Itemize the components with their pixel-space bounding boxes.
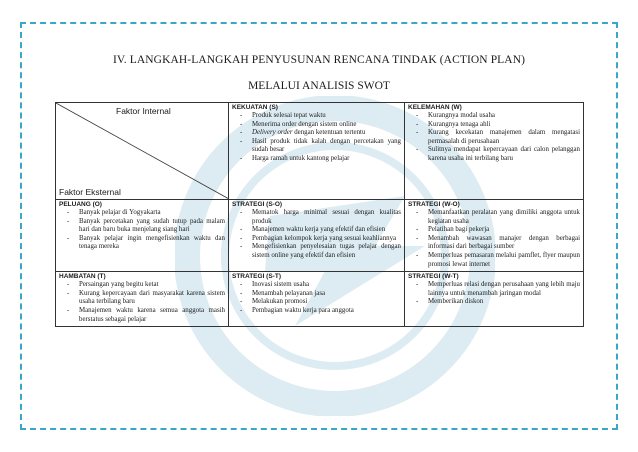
wt-strategy-cell (405, 272, 584, 327)
strengths-cell (229, 103, 405, 200)
list-item: - Banyak percetakan yang sudah tutup pada malam hari dan baru buka menjelang siang hari (67, 218, 225, 235)
strengths-list (232, 112, 401, 164)
section-title: IV. LANGKAH-LANGKAH PENYUSUNAN RENCANA TINDAK (ACTION PLAN) (112, 54, 526, 66)
list-item: - Menambah wawasan manajer dengan berbagai informasi dari berbagai sumber (416, 235, 580, 252)
list-item: - Produk selesai tepat waktu (240, 112, 401, 121)
opportunities-header: PELUANG (O) (59, 201, 102, 208)
list-item: - Inovasi sistem usaha (240, 281, 401, 290)
list-item: - Banyak pelajar ingin mengefisienkan waktu dan tenaga mereka (67, 235, 225, 252)
st-strategy-header: STRATEGI (S-T) (232, 273, 281, 281)
list-item: - Banyak pelajar di Yogyakarta (67, 209, 225, 218)
weaknesses-list (408, 112, 580, 164)
corner-cell (56, 103, 229, 200)
strengths-header: KEKUATAN (S) (232, 104, 278, 111)
list-item: - Memanfaatkan peralatan yang dimiliki anggota untuk kegiatan usaha (416, 209, 580, 226)
swot-table (55, 102, 584, 327)
list-item: - Memperluas pemasaran melalui pamflet, flyer maupun promosi lewat internet (416, 252, 580, 269)
list-item: - Sulitnya mendapat kepercayaan dari calon pelanggan karena usaha ini terbilang baru (416, 146, 580, 163)
list-item: - Kurang kepercayaan dari masyarakat karena sistem usaha terbilang baru (67, 290, 225, 307)
so-strategy-header: STRATEGI (S-O) (232, 201, 283, 208)
opportunities-list (59, 209, 225, 252)
list-item: - Memperluas relasi dengan perusahaan yang lebih maju lainnya untuk menambah jaringan modal (416, 281, 580, 298)
list-item: - Menerima order dengan sistem online (240, 121, 401, 130)
list-item: - Persaingan yang begitu ketat (67, 281, 225, 290)
so-strategy-list (232, 209, 401, 261)
list-item: - Kurang kecekatan manajemen dalam mengatasi permasalah di perusahaan (416, 129, 580, 146)
table-row (56, 103, 584, 200)
list-item: - Melakukan promosi (240, 298, 401, 307)
wo-strategy-cell (405, 200, 584, 272)
list-item: - Pembagian kelompok kerja yang sesuai keahliannya (240, 235, 401, 244)
external-factor-label: Faktor Eksternal (59, 187, 121, 198)
threats-header: HAMBATAN (T) (59, 273, 106, 281)
weaknesses-cell (405, 103, 584, 200)
list-item: - Pembagian waktu kerja para anggota (240, 307, 401, 316)
list-item: - Mengefisienkan penyelesaian tugas pelajar dengan sistem online yang efektif dan efisien (240, 243, 401, 260)
st-strategy-list (232, 281, 401, 315)
list-item: - Mematok harga minimal sesuai dengan kualitas produk (240, 209, 401, 226)
list-item: - Hasil produk tidak kalah dengan percetakan yang sudah besar (240, 138, 401, 155)
list-item: - Delivery order dengan ketentuan tertentu (240, 129, 401, 138)
list-item: - Memberikan diskon (416, 298, 580, 307)
wo-strategy-header: STRATEGI (W-O) (408, 201, 460, 208)
opportunities-cell (56, 200, 229, 272)
wt-strategy-list (408, 281, 580, 307)
list-item: - Manajemen waktu karena semua anggota masih berstatus sebagai pelajar (67, 307, 225, 324)
wt-strategy-header: STRATEGI (W-T) (408, 273, 459, 281)
list-item: - Kurangnya modal usaha (416, 112, 580, 121)
threats-list (59, 281, 225, 324)
corner-diagonal-line (56, 103, 229, 199)
table-row (56, 272, 584, 327)
list-item: - Manajemen waktu kerja yang efektif dan efisien (240, 226, 401, 235)
internal-factor-label: Faktor Internal (116, 106, 171, 116)
list-item: - Harga ramah untuk kantong pelajar (240, 155, 401, 164)
st-strategy-cell (229, 272, 405, 327)
list-item: - Menambah pelayanan jasa (240, 290, 401, 299)
so-strategy-cell (229, 200, 405, 272)
wo-strategy-list (408, 209, 580, 269)
weaknesses-header: KELEMAHAN (W) (408, 104, 462, 111)
list-item: - Kurangnya tenaga ahli (416, 121, 580, 130)
list-item: - Pelatihan bagi pekerja (416, 226, 580, 235)
threats-cell (56, 272, 229, 327)
table-row (56, 200, 584, 272)
section-subtitle: MELALUI ANALISIS SWOT (248, 80, 390, 92)
